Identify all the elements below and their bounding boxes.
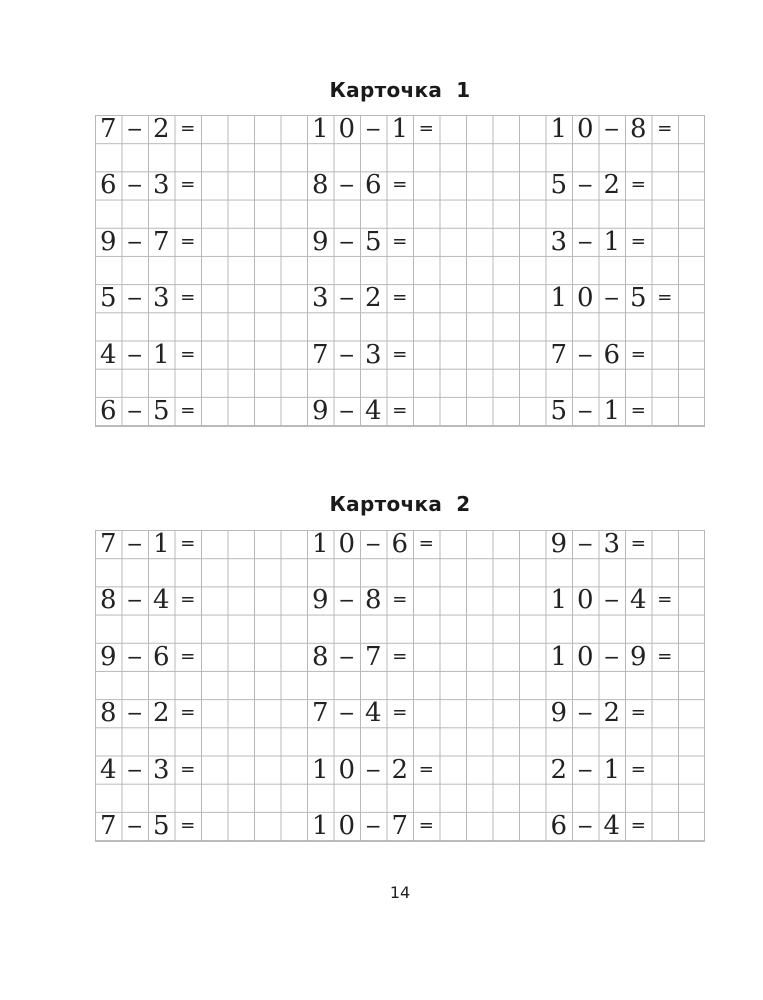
equals-sign: =	[657, 645, 673, 667]
equals-sign: =	[630, 702, 646, 724]
digit-cell: 1	[550, 283, 568, 314]
digit-cell: 8	[311, 641, 329, 672]
equals-sign: =	[392, 645, 408, 667]
digit-cell: 2	[364, 283, 382, 314]
digit-cell: 7	[364, 641, 382, 672]
digit-cell: 3	[311, 283, 329, 314]
digit-cell: 7	[391, 811, 409, 841]
digit-cell: 2	[152, 114, 170, 144]
equals-sign: =	[418, 118, 434, 139]
digit-cell: 5	[629, 283, 647, 314]
digit-cell: 2	[152, 698, 170, 729]
digit-cell: 9	[629, 641, 647, 672]
digit-cell: 7	[311, 339, 329, 370]
digit-cell: 6	[550, 811, 568, 841]
problem-row	[95, 397, 705, 425]
equals-sign: =	[180, 645, 196, 667]
digit-cell: 8	[99, 585, 117, 616]
digit-cell: 2	[603, 698, 621, 729]
minus-sign: −	[338, 342, 356, 367]
digit-cell: 8	[629, 114, 647, 144]
digit-cell: 9	[99, 226, 117, 257]
digit-cell: 6	[99, 170, 117, 201]
minus-sign: −	[338, 229, 356, 254]
page-number: 14	[389, 883, 411, 902]
minus-sign: −	[576, 532, 594, 556]
minus-sign: −	[576, 701, 594, 726]
equals-sign: =	[418, 815, 434, 836]
card-title-text: Карточка	[329, 78, 443, 102]
digit-cell: 3	[364, 339, 382, 370]
equals-sign: =	[180, 533, 196, 554]
problem-row	[95, 812, 705, 840]
digit-cell: 4	[603, 811, 621, 841]
digit-cell: 1	[391, 114, 409, 144]
minus-sign: −	[603, 644, 621, 669]
minus-sign: −	[603, 117, 621, 141]
digit-cell: 7	[550, 339, 568, 370]
digit-cell: 9	[311, 585, 329, 616]
digit-cell: 3	[152, 754, 170, 785]
equals-sign: =	[392, 174, 408, 196]
minus-sign: −	[576, 173, 594, 198]
problem-row	[95, 115, 705, 143]
minus-sign: −	[576, 342, 594, 367]
equals-sign: =	[657, 287, 673, 309]
digit-cell: 6	[364, 170, 382, 201]
digit-cell: 4	[629, 585, 647, 616]
card-2-title	[0, 492, 763, 516]
minus-sign: −	[126, 286, 144, 311]
minus-sign: −	[126, 701, 144, 726]
minus-sign: −	[576, 399, 594, 423]
minus-sign: −	[126, 229, 144, 254]
digit-cell: 0	[338, 529, 356, 559]
digit-cell: 2	[550, 754, 568, 785]
digit-cell: 0	[576, 283, 594, 314]
equals-sign: =	[630, 400, 646, 421]
equals-sign: =	[180, 702, 196, 724]
digit-cell: 4	[364, 698, 382, 729]
digit-cell: 1	[603, 396, 621, 426]
equals-sign: =	[418, 758, 434, 780]
digit-cell: 0	[338, 114, 356, 144]
card-title-number: 2	[456, 492, 471, 516]
minus-sign: −	[126, 532, 144, 556]
digit-cell: 3	[152, 170, 170, 201]
problem-row	[95, 341, 705, 369]
digit-cell: 2	[603, 170, 621, 201]
digit-cell: 4	[99, 339, 117, 370]
digit-cell: 1	[311, 754, 329, 785]
digit-cell: 0	[576, 641, 594, 672]
equals-sign: =	[180, 230, 196, 252]
equals-sign: =	[630, 815, 646, 836]
card-title-number: 1	[456, 78, 471, 102]
card-title-text: Карточка	[329, 492, 443, 516]
digit-cell: 1	[550, 641, 568, 672]
equals-sign: =	[630, 758, 646, 780]
equals-sign: =	[180, 287, 196, 309]
digit-cell: 1	[311, 114, 329, 144]
digit-cell: 1	[550, 585, 568, 616]
card-2-grid	[95, 530, 705, 842]
digit-cell: 4	[364, 396, 382, 426]
minus-sign: −	[126, 757, 144, 782]
digit-cell: 0	[576, 585, 594, 616]
minus-sign: −	[338, 701, 356, 726]
equals-sign: =	[180, 343, 196, 365]
digit-cell: 3	[603, 529, 621, 559]
equals-sign: =	[392, 400, 408, 421]
problem-row	[95, 643, 705, 671]
digit-cell: 2	[391, 754, 409, 785]
card-1-grid	[95, 115, 705, 427]
digit-cell: 9	[311, 396, 329, 426]
digit-cell: 8	[99, 698, 117, 729]
digit-cell: 1	[152, 529, 170, 559]
minus-sign: −	[364, 532, 382, 556]
equals-sign: =	[630, 533, 646, 554]
minus-sign: −	[364, 117, 382, 141]
digit-cell: 5	[364, 226, 382, 257]
digit-cell: 6	[99, 396, 117, 426]
problem-row	[95, 699, 705, 727]
digit-cell: 1	[603, 754, 621, 785]
equals-sign: =	[630, 174, 646, 196]
minus-sign: −	[126, 117, 144, 141]
equals-sign: =	[392, 287, 408, 309]
problem-row	[95, 530, 705, 558]
minus-sign: −	[338, 399, 356, 423]
digit-cell: 7	[99, 529, 117, 559]
digit-cell: 0	[338, 811, 356, 841]
digit-cell: 3	[152, 283, 170, 314]
minus-sign: −	[338, 588, 356, 613]
digit-cell: 4	[152, 585, 170, 616]
equals-sign: =	[180, 118, 196, 139]
digit-cell: 9	[311, 226, 329, 257]
minus-sign: −	[338, 173, 356, 198]
equals-sign: =	[630, 230, 646, 252]
equals-sign: =	[392, 589, 408, 611]
digit-cell: 1	[550, 114, 568, 144]
equals-sign: =	[180, 400, 196, 421]
digit-cell: 6	[603, 339, 621, 370]
problem-row	[95, 284, 705, 312]
digit-cell: 7	[99, 114, 117, 144]
minus-sign: −	[364, 757, 382, 782]
card-1-title	[0, 78, 763, 102]
digit-cell: 1	[311, 811, 329, 841]
digit-cell: 7	[99, 811, 117, 841]
minus-sign: −	[338, 644, 356, 669]
equals-sign: =	[180, 758, 196, 780]
digit-cell: 5	[152, 811, 170, 841]
equals-sign: =	[392, 702, 408, 724]
minus-sign: −	[126, 644, 144, 669]
digit-cell: 1	[603, 226, 621, 257]
minus-sign: −	[603, 286, 621, 311]
digit-cell: 6	[391, 529, 409, 559]
digit-cell: 9	[550, 698, 568, 729]
equals-sign: =	[392, 230, 408, 252]
digit-cell: 5	[152, 396, 170, 426]
equals-sign: =	[657, 589, 673, 611]
digit-cell: 6	[152, 641, 170, 672]
digit-cell: 8	[364, 585, 382, 616]
equals-sign: =	[180, 589, 196, 611]
equals-sign: =	[392, 343, 408, 365]
problem-row	[95, 756, 705, 784]
minus-sign: −	[126, 399, 144, 423]
digit-cell: 7	[152, 226, 170, 257]
digit-cell: 7	[311, 698, 329, 729]
equals-sign: =	[657, 118, 673, 139]
digit-cell: 9	[99, 641, 117, 672]
digit-cell: 1	[152, 339, 170, 370]
digit-cell: 1	[311, 529, 329, 559]
problem-row	[95, 171, 705, 199]
equals-sign: =	[180, 174, 196, 196]
minus-sign: −	[603, 588, 621, 613]
digit-cell: 8	[311, 170, 329, 201]
minus-sign: −	[576, 814, 594, 838]
digit-cell: 4	[99, 754, 117, 785]
minus-sign: −	[576, 757, 594, 782]
digit-cell: 5	[99, 283, 117, 314]
minus-sign: −	[126, 814, 144, 838]
equals-sign: =	[418, 533, 434, 554]
digit-cell: 5	[550, 396, 568, 426]
minus-sign: −	[338, 286, 356, 311]
digit-cell: 5	[550, 170, 568, 201]
minus-sign: −	[126, 588, 144, 613]
digit-cell: 9	[550, 529, 568, 559]
minus-sign: −	[126, 173, 144, 198]
equals-sign: =	[630, 343, 646, 365]
problem-row	[95, 228, 705, 256]
equals-sign: =	[180, 815, 196, 836]
minus-sign: −	[576, 229, 594, 254]
minus-sign: −	[126, 342, 144, 367]
digit-cell: 3	[550, 226, 568, 257]
minus-sign: −	[364, 814, 382, 838]
digit-cell: 0	[576, 114, 594, 144]
digit-cell: 0	[338, 754, 356, 785]
problem-row	[95, 586, 705, 614]
